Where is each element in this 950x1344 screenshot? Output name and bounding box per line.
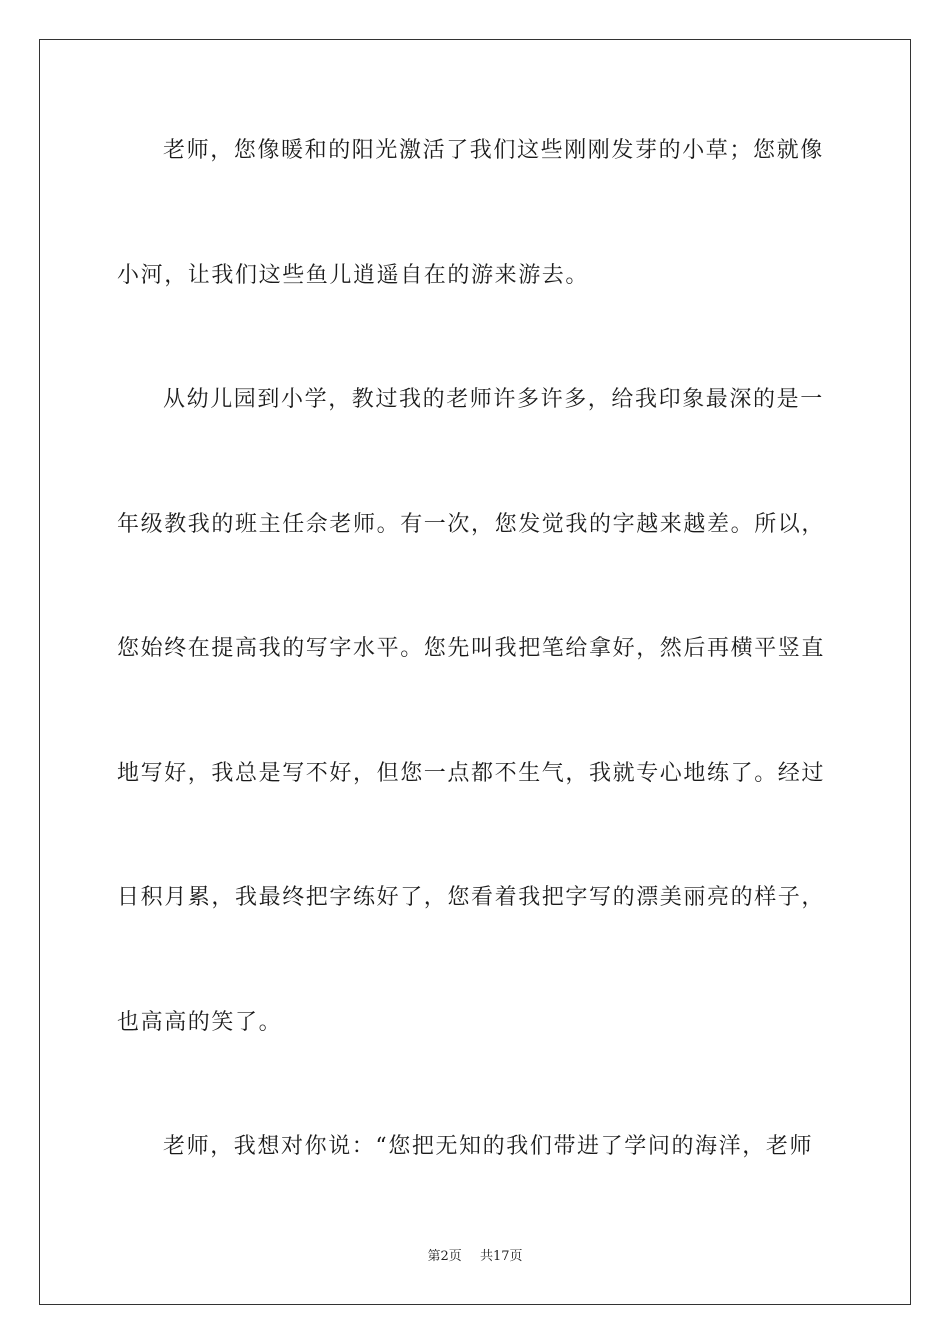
text-line: 老师，我想对你说：“您把无知的我们带进了学问的海洋，老师	[163, 1134, 814, 1159]
text-line: 也高高的笑了。	[117, 1010, 283, 1035]
text-line: 年级教我的班主任佘老师。有一次，您发觉我的字越来越差。所以，	[117, 512, 826, 537]
text-line: 日积月累，我最终把字练好了，您看着我把字写的漂美丽亮的样子，	[117, 885, 826, 910]
text-line: 老师，您像暖和的阳光激活了我们这些刚刚发芽的小草；您就像	[163, 138, 824, 163]
text-line: 地写好，我总是写不好，但您一点都不生气，我就专心地练了。经过	[117, 761, 826, 786]
text-line: 从幼儿园到小学，教过我的老师许多许多，给我印象最深的是一	[163, 387, 824, 412]
page-footer	[0, 1248, 950, 1266]
text-line: 您始终在提高我的写字水平。您先叫我把笔给拿好，然后再横平竖直	[117, 636, 826, 661]
page-number: 第2页	[427, 1249, 462, 1264]
page-frame	[39, 39, 911, 1305]
page-total: 共17页	[479, 1249, 523, 1264]
text-line: 小河，让我们这些鱼儿逍遥自在的游来游去。	[117, 263, 590, 288]
